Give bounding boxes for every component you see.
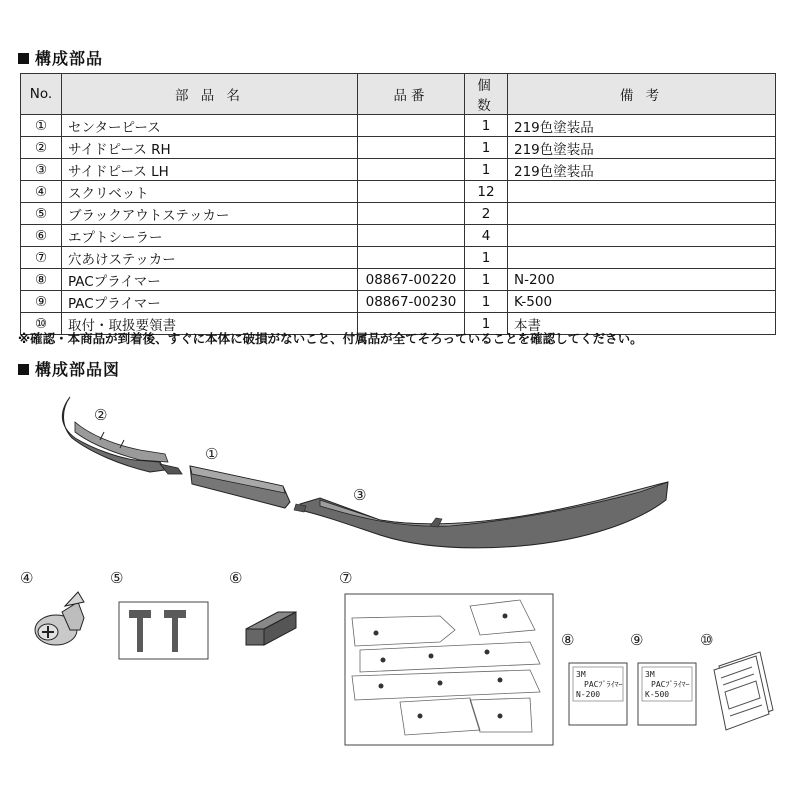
square-bullet-icon	[18, 364, 29, 375]
primer-n200-brand: 3M	[576, 670, 586, 679]
section-title-text: 構成部品図	[35, 360, 121, 379]
primer-k500-name: PACﾌﾟﾗｲﾏｰ	[651, 680, 690, 689]
cell-notes	[508, 247, 776, 269]
center-piece-illustration	[190, 466, 290, 508]
cell-no: ⑨	[21, 291, 62, 313]
label-p3: ③	[353, 486, 367, 504]
cell-name: エプトシーラー	[62, 225, 358, 247]
cell-quantity: 1	[465, 137, 508, 159]
label-p7: ⑦	[339, 569, 353, 587]
cell-name: PACプライマー	[62, 269, 358, 291]
parts-table	[20, 73, 776, 335]
confirmation-note: ※確認・本商品が到着後、すぐに本体に破損がないこと、付属品が全てそろっていることを確認してください。	[18, 331, 643, 346]
cell-part-number	[358, 247, 465, 269]
cell-part-number	[358, 181, 465, 203]
table-row	[21, 225, 776, 247]
table-header-row	[21, 74, 776, 115]
cell-quantity: 12	[465, 181, 508, 203]
cell-quantity: 1	[465, 313, 508, 335]
section-title-parts	[18, 46, 103, 69]
cell-part-number	[358, 225, 465, 247]
cell-name: PACプライマー	[62, 291, 358, 313]
section-title-text: 構成部品	[35, 49, 104, 68]
cell-quantity: 1	[465, 269, 508, 291]
section-title-diagram	[18, 357, 120, 380]
label-p4: ④	[20, 569, 34, 587]
cell-notes	[508, 181, 776, 203]
cell-no: ⑩	[21, 313, 62, 335]
cell-no: ⑥	[21, 225, 62, 247]
square-bullet-icon	[18, 53, 29, 64]
cell-no: ⑦	[21, 247, 62, 269]
cell-notes: N-200	[508, 269, 776, 291]
label-p10: ⑩	[700, 631, 714, 649]
label-p1: ①	[205, 445, 219, 463]
cell-quantity: 1	[465, 115, 508, 137]
table-row	[21, 137, 776, 159]
cell-name: サイドピース RH	[62, 137, 358, 159]
label-p6: ⑥	[229, 569, 243, 587]
cell-notes: 219色塗装品	[508, 137, 776, 159]
cell-name: センターピース	[62, 115, 358, 137]
instruction-manual-illustration	[714, 652, 773, 730]
table-row	[21, 115, 776, 137]
cell-no: ④	[21, 181, 62, 203]
cell-notes: 本書	[508, 313, 776, 335]
cell-part-number: 08867-00220	[358, 269, 465, 291]
primer-k500-illustration	[638, 663, 696, 725]
parts-diagram	[0, 380, 800, 800]
side-piece-lh-illustration	[294, 482, 668, 548]
cell-name: サイドピース LH	[62, 159, 358, 181]
cell-no: ③	[21, 159, 62, 181]
cell-quantity: 1	[465, 159, 508, 181]
cell-no: ⑧	[21, 269, 62, 291]
cell-quantity: 4	[465, 225, 508, 247]
cell-part-number	[358, 203, 465, 225]
primer-n200-code: N-200	[576, 690, 601, 699]
header-name: 部 品 名	[62, 74, 358, 115]
header-quantity: 個数	[465, 74, 508, 115]
cell-quantity: 2	[465, 203, 508, 225]
cell-notes: K-500	[508, 291, 776, 313]
table-row	[21, 247, 776, 269]
cell-notes: 219色塗装品	[508, 115, 776, 137]
table-row	[21, 181, 776, 203]
primer-n200-name: PACﾌﾟﾗｲﾏｰ	[584, 680, 623, 689]
label-p8: ⑧	[561, 631, 575, 649]
table-row	[21, 203, 776, 225]
epto-sealer-illustration	[246, 612, 296, 645]
cell-part-number	[358, 159, 465, 181]
cell-name: ブラックアウトステッカー	[62, 203, 358, 225]
cell-notes: 219色塗装品	[508, 159, 776, 181]
primer-n200-illustration	[569, 663, 627, 725]
primer-k500-brand: 3M	[645, 670, 655, 679]
cell-no: ①	[21, 115, 62, 137]
cell-notes	[508, 203, 776, 225]
cell-name: スクリベット	[62, 181, 358, 203]
table-row	[21, 269, 776, 291]
table-row	[21, 159, 776, 181]
table-row	[21, 291, 776, 313]
cell-no: ⑤	[21, 203, 62, 225]
cell-quantity: 1	[465, 291, 508, 313]
primer-k500-code: K-500	[645, 690, 670, 699]
header-notes: 備 考	[508, 74, 776, 115]
drilling-sticker-sheet-illustration	[345, 594, 553, 745]
blackout-sticker-illustration	[119, 602, 208, 659]
header-no: No.	[21, 74, 62, 115]
label-p9: ⑨	[630, 631, 644, 649]
cell-part-number	[358, 137, 465, 159]
cell-name: 穴あけステッカー	[62, 247, 358, 269]
cell-name: 取付・取扱要領書	[62, 313, 358, 335]
header-part-number: 品番	[358, 74, 465, 115]
cell-part-number	[358, 115, 465, 137]
cell-notes	[508, 225, 776, 247]
cell-quantity: 1	[465, 247, 508, 269]
cell-part-number: 08867-00230	[358, 291, 465, 313]
cell-no: ②	[21, 137, 62, 159]
label-p2: ②	[94, 406, 108, 424]
scrivet-illustration	[35, 592, 84, 645]
label-p5: ⑤	[110, 569, 124, 587]
side-piece-rh-illustration	[62, 397, 182, 474]
